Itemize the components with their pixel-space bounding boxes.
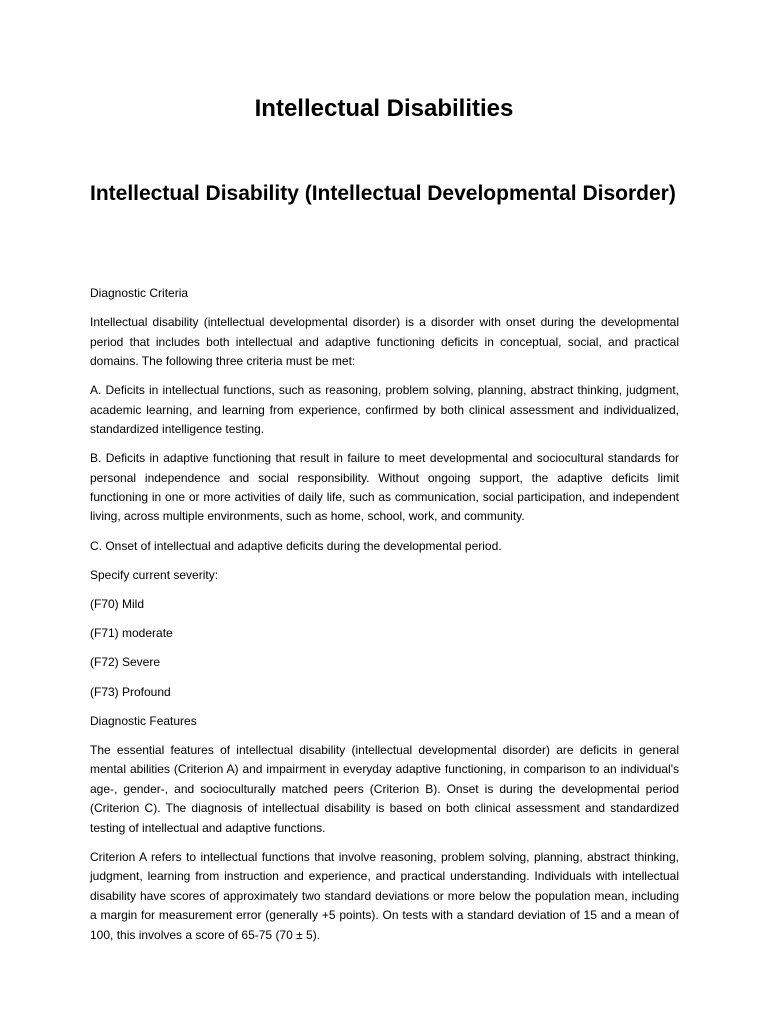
severity-item-severe: (F72) Severe <box>90 655 161 670</box>
document-body <box>90 284 679 955</box>
section-heading: Intellectual Disability (Intellectual Developmental Disorder) <box>90 182 676 205</box>
subheading-diagnostic-features: Diagnostic Features <box>90 713 197 728</box>
paragraph-criterion-a-detail: Criterion A refers to intellectual functions that involve reasoning, problem solving, planning, abstract thinking, judgment, learning from instruction and experience, and practical understanding. Individuals with intellectual disability have scores of approximately two standard deviations or more below the population mean, including a margin for measurement error (generally +5 points). On tests with a standard deviation of 15 and a mean of 100, this involves a score of 65-75 (70 ± 5). <box>90 849 679 942</box>
paragraph-intro: Intellectual disability (intellectual developmental disorder) is a disorder with onset during the developmental period that includes both intellectual and adaptive functioning deficits in conceptual, social, and practical domains. The following three criteria must be met: <box>90 315 679 369</box>
paragraph-criterion-a: A. Deficits in intellectual functions, such as reasoning, problem solving, planning, abstract thinking, judgment, academic learning, and learning from experience, confirmed by both clinical assessment and individualized, standardized intelligence testing. <box>90 383 679 437</box>
page-title: Intellectual Disabilities <box>254 95 514 122</box>
paragraph-specify-severity: Specify current severity: <box>90 567 219 582</box>
severity-item-profound: (F73) Profound <box>90 684 171 699</box>
paragraph-criterion-c: C. Onset of intellectual and adaptive deficits during the developmental period. <box>90 538 502 553</box>
severity-item-mild: (F70) Mild <box>90 597 145 612</box>
subheading-diagnostic-criteria: Diagnostic Criteria <box>90 286 189 300</box>
paragraph-criterion-b: B. Deficits in adaptive functioning that result in failure to meet developmental and sociocultural standards for personal independence and social responsibility. Without ongoing support, the adaptive deficits limit functioning in one or more activities of daily life, such as communication, social participation, and independent living, across multiple environments, such as home, school, work, and community. <box>90 451 679 524</box>
paragraph-essential-features: The essential features of intellectual disability (intellectual developmental disorder) are deficits in general mental abilities (Criterion A) and impairment in everyday adaptive functioning, in comparison to an individual's age-, gender-, and socioculturally matched peers (Criterion B). Onset is during the developmental period (Criterion C). The diagnosis of intellectual disability is based on both clinical assessment and standardized testing of intellectual and adaptive functions. <box>90 743 679 835</box>
severity-item-moderate: (F71) moderate <box>90 626 173 641</box>
